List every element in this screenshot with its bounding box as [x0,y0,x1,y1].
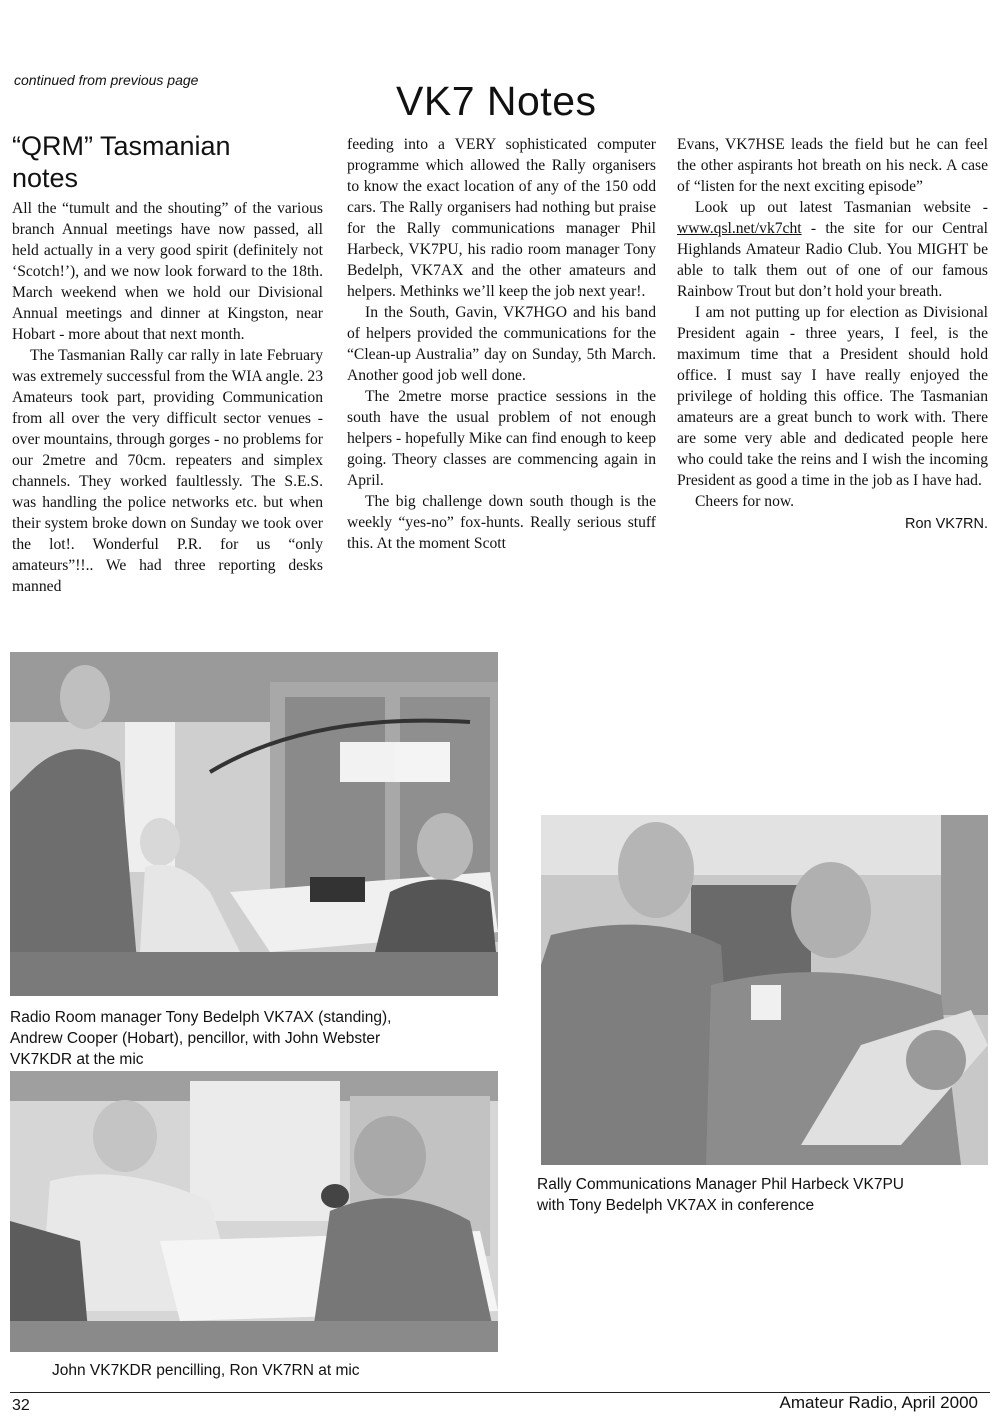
paragraph-text: - the site for our Central Highlands Amateur Radio Club. You MIGHT be able to talk them out of one of our famous Rainbow Trout but don’t hold your breath. [677,220,988,300]
caption-line: with Tony Bedelph VK7AX in conference [537,1197,815,1214]
paragraph: I am not putting up for election as Divisional President again - three years, I feel, is the maximum time that a President should hold office. I must say I have really enjoyed the privilege of holding this office. The Tasmanian amateurs are a great bunch to work with. There are some very able and dedicated people here who could take the reins and I wish the incoming President as good a time in the job as I have had. [677,304,988,489]
page-title: VK7 Notes [396,78,597,124]
photo-radio-room [10,652,498,996]
caption-photo-radio-room [10,1007,500,1070]
caption-line: VK7KDR at the mic [10,1051,144,1068]
text-column-3 [677,134,988,535]
text-column-1 [12,198,323,597]
continued-note: continued from previous page [14,72,199,88]
article-heading-line1: “QRM” Tasmanian [12,131,231,161]
paragraph: The big challenge down south though is the weekly “yes-no” fox-hunts. Really serious stuff this. At the moment Scott [347,493,656,552]
caption-photo-pencilling: John VK7KDR pencilling, Ron VK7RN at mic [52,1362,360,1379]
text-column-2 [347,134,656,554]
paragraph: feeding into a VERY sophisticated computer programme which allowed the Rally organisers to know the exact location of any of the 150 odd cars. The Rally organisers had nothing but praise for the Rally communications manager Phil Harbeck, VK7PU, his radio room manager Tony Bedelph, VK7AX and the other amateurs and helpers. Methinks we’ll keep the job next year!. [347,136,656,300]
paragraph: Evans, VK7HSE leads the field but he can feel the other aspirants hot breath on his neck. A case of “listen for the next exciting episode” [677,136,988,195]
paragraph: All the “tumult and the shouting” of the various branch Annual meetings have now passed, all held actually in a very good spirit (definitely not ‘Scotch!’), and we now look forward to the 18th. March weekend when we hold our Divisional Annual meetings and dinner at Kingston, near Hobart - more about that next month. [12,200,323,343]
caption-photo-conference [537,1174,989,1216]
article-heading [12,130,332,194]
caption-line: Radio Room manager Tony Bedelph VK7AX (standing), [10,1009,392,1026]
paragraph: Cheers for now. [695,493,795,510]
paragraph [677,197,988,302]
paragraph-text: Look up out latest Tasmanian website - [695,199,988,216]
paragraph: The Tasmanian Rally car rally in late February was extremely successful from the WIA angle. 23 Amateurs took part, providing Communication from all over the very difficult sector venues - over mountains, through gorges - no problems for our 2metre and 70cm. repeaters and simplex channels. They worked faultlessly. The S.E.S. was handling the police networks etc. but when their system broke down on Sunday we took over the lot!. Wonderful P.R. for us “only amateurs”!!.. We had three reporting desks manned [12,347,323,595]
paragraph: In the South, Gavin, VK7HGO and his band of helpers provided the communications for the “Clean-up Australia” day on Sunday, 5th March. Another good job well done. [347,304,656,384]
article-heading-line2: notes [12,163,79,193]
caption-line: Andrew Cooper (Hobart), pencillor, with John Webster [10,1030,381,1047]
signature: Ron VK7RN. [904,516,988,532]
photo-pencilling [10,1071,498,1352]
caption-line: Rally Communications Manager Phil Harbeck VK7PU [537,1176,904,1193]
website-link[interactable]: www.qsl.net/vk7cht [677,220,802,237]
photo-conference [541,815,988,1165]
page-number: 32 [12,1397,30,1414]
paragraph: The 2metre morse practice sessions in the south have the usual problem of not enough helpers - hopefully Mike can find enough to keep going. Theory classes are commencing again in April. [347,388,656,489]
publication-info: Amateur Radio, April 2000 [779,1393,978,1412]
